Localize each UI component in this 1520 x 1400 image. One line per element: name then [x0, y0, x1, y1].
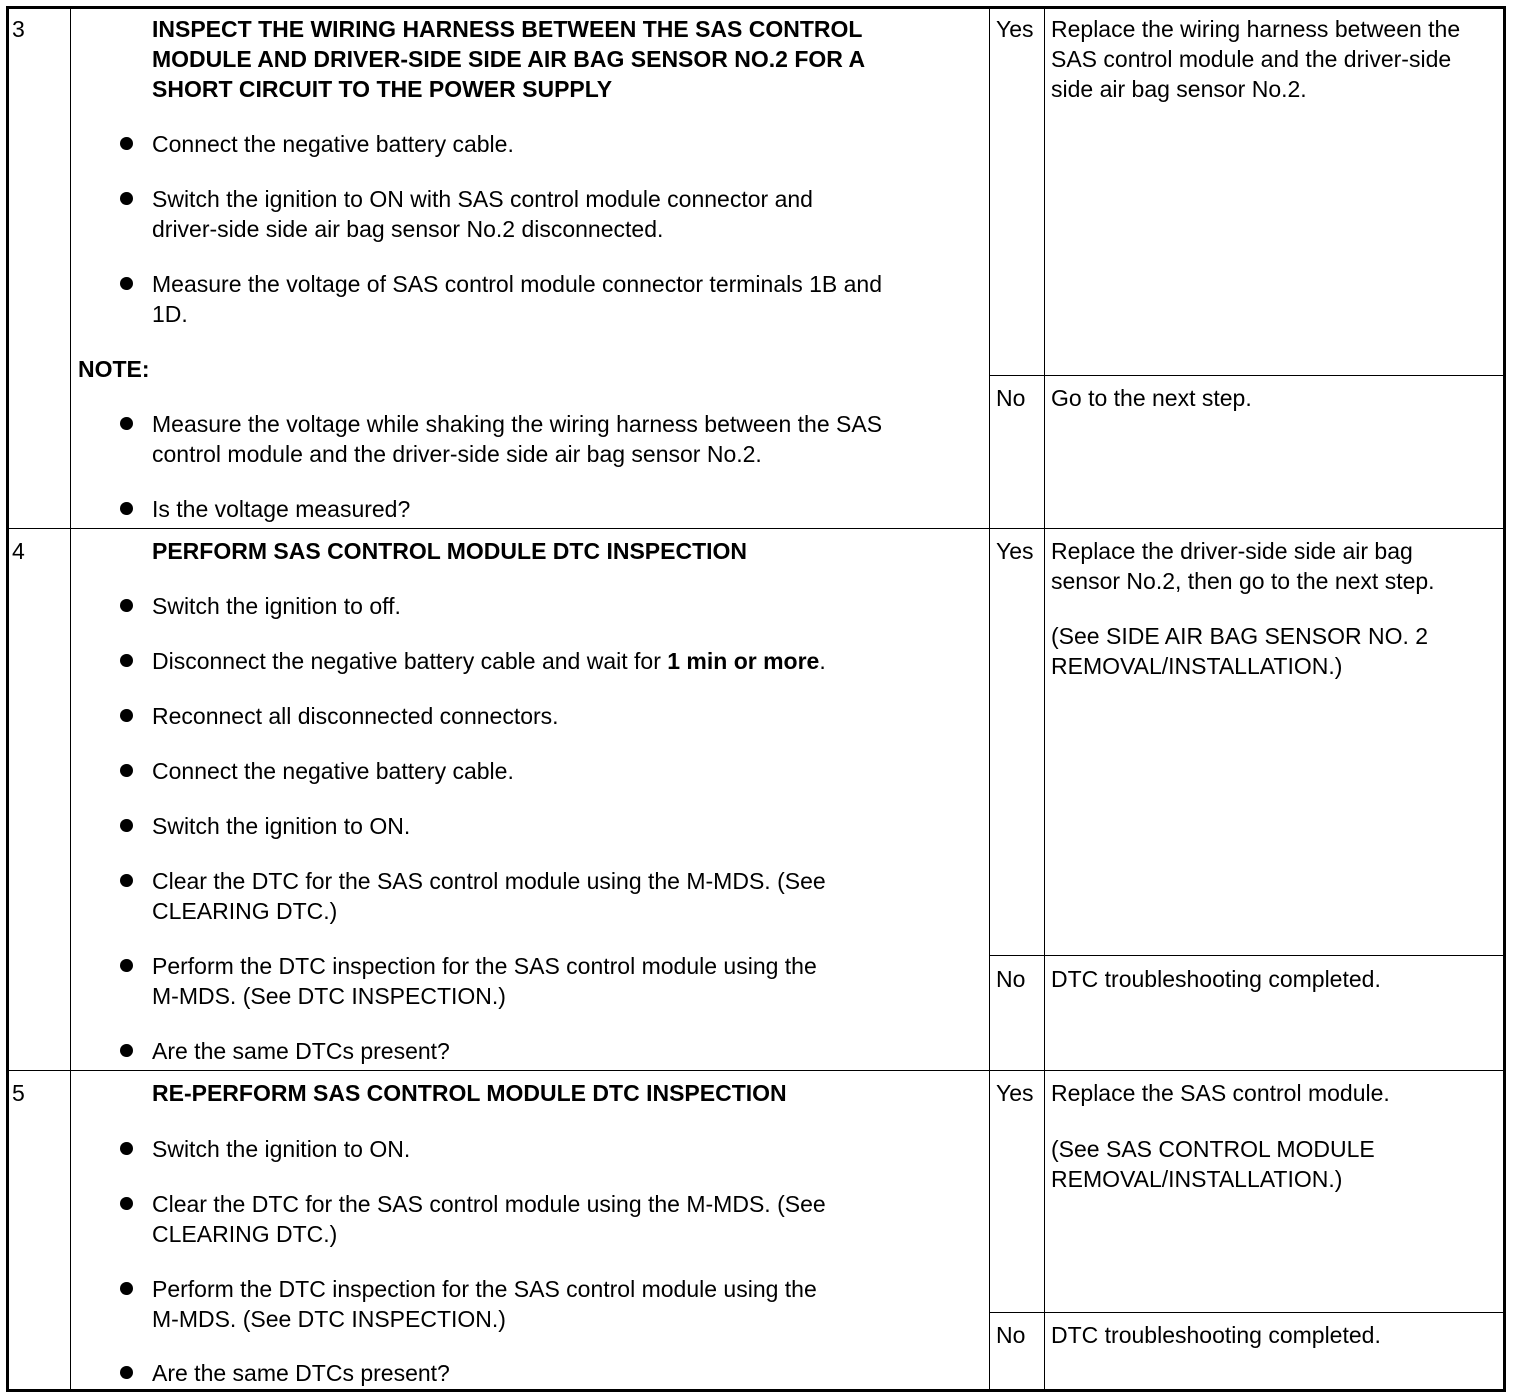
bullet-icon — [120, 874, 133, 887]
procedure-item: Clear the DTC for the SAS control module using the M-MDS. (See — [152, 1191, 826, 1217]
wait-time: 1 min or more — [667, 648, 820, 674]
procedure-item: Are the same DTCs present? — [152, 1038, 450, 1064]
procedure-text-end: . — [819, 648, 826, 674]
procedure-item: Connect the negative battery cable. — [152, 758, 514, 784]
bullet-icon — [120, 1044, 133, 1057]
procedure-item — [152, 646, 826, 676]
procedure-item: Switch the ignition to off. — [152, 593, 401, 619]
yes-action: sensor No.2, then go to the next step. — [1051, 568, 1435, 594]
step-number: 4 — [12, 538, 25, 564]
step-title: PERFORM SAS CONTROL MODULE DTC INSPECTION — [152, 538, 748, 564]
column-divider-procedure — [989, 6, 990, 1392]
reference-link: REMOVAL/INSTALLATION.) — [1051, 1166, 1343, 1192]
yes-action: Replace the wiring harness between the — [1051, 16, 1461, 42]
column-divider-step — [70, 6, 71, 1392]
no-label: No — [996, 1322, 1026, 1348]
bullet-icon — [120, 709, 133, 722]
procedure-item: Clear the DTC for the SAS control module using the M-MDS. (See — [152, 868, 826, 894]
step-title: INSPECT THE WIRING HARNESS BETWEEN THE SAS CONTROL — [152, 16, 863, 42]
bullet-icon — [120, 192, 133, 205]
yes-action: Replace the SAS control module. — [1051, 1080, 1390, 1106]
bullet-icon — [120, 1366, 133, 1379]
bullet-icon — [120, 1197, 133, 1210]
procedure-item: driver-side side air bag sensor No.2 disconnected. — [152, 216, 664, 242]
bullet-icon — [120, 764, 133, 777]
procedure-item: M-MDS. (See DTC INSPECTION.) — [152, 983, 506, 1009]
row-divider-3-4 — [6, 528, 1506, 529]
yes-label: Yes — [996, 538, 1034, 564]
procedure-item: Connect the negative battery cable. — [152, 131, 514, 157]
reference-link: (See SIDE AIR BAG SENSOR NO. 2 — [1051, 623, 1429, 649]
row-divider-4-5 — [6, 1070, 1506, 1071]
no-action: Go to the next step. — [1051, 385, 1252, 411]
step-title: RE-PERFORM SAS CONTROL MODULE DTC INSPECTION — [152, 1080, 787, 1106]
procedure-item: Switch the ignition to ON. — [152, 813, 411, 839]
bullet-icon — [120, 1282, 133, 1295]
step-number: 3 — [12, 16, 25, 42]
bullet-icon — [120, 819, 133, 832]
procedure-item: M-MDS. (See DTC INSPECTION.) — [152, 1306, 506, 1332]
bullet-icon — [120, 137, 133, 150]
column-divider-answer — [1044, 6, 1045, 1392]
yes-action: SAS control module and the driver-side — [1051, 46, 1452, 72]
yes-action: side air bag sensor No.2. — [1051, 76, 1307, 102]
reference-link: (See SAS CONTROL MODULE — [1051, 1136, 1375, 1162]
reference-link: REMOVAL/INSTALLATION.) — [1051, 653, 1343, 679]
bullet-icon — [120, 417, 133, 430]
answer-divider-4 — [989, 955, 1506, 956]
no-action: DTC troubleshooting completed. — [1051, 966, 1381, 992]
procedure-item: Measure the voltage while shaking the wiring harness between the SAS — [152, 411, 883, 437]
yes-action: Replace the driver-side side air bag — [1051, 538, 1413, 564]
step-number: 5 — [12, 1080, 25, 1106]
procedure-item: control module and the driver-side side air bag sensor No.2. — [152, 441, 762, 467]
bullet-icon — [120, 654, 133, 667]
step-title: MODULE AND DRIVER-SIDE SIDE AIR BAG SENSOR NO.2 FOR A — [152, 46, 866, 72]
answer-divider-5 — [989, 1312, 1506, 1313]
procedure-item: Are the same DTCs present? — [152, 1360, 450, 1386]
no-label: No — [996, 966, 1026, 992]
procedure-item: Perform the DTC inspection for the SAS control module using the — [152, 1276, 817, 1302]
procedure-item: 1D. — [152, 301, 188, 327]
procedure-item: Measure the voltage of SAS control module connector terminals 1B and — [152, 271, 883, 297]
procedure-item: Switch the ignition to ON. — [152, 1136, 411, 1162]
procedure-item: CLEARING DTC.) — [152, 898, 338, 924]
answer-divider-3 — [989, 375, 1506, 376]
bullet-icon — [120, 277, 133, 290]
bullet-icon — [120, 599, 133, 612]
yes-label: Yes — [996, 16, 1034, 42]
bullet-icon — [120, 1142, 133, 1155]
no-label: No — [996, 385, 1026, 411]
step-title: SHORT CIRCUIT TO THE POWER SUPPLY — [152, 76, 613, 102]
bullet-icon — [120, 502, 133, 515]
procedure-item: CLEARING DTC.) — [152, 1221, 338, 1247]
procedure-item: Perform the DTC inspection for the SAS control module using the — [152, 953, 817, 979]
no-action: DTC troubleshooting completed. — [1051, 1322, 1381, 1348]
procedure-item: Switch the ignition to ON with SAS control module connector and — [152, 186, 813, 212]
procedure-item: Reconnect all disconnected connectors. — [152, 703, 559, 729]
note-label: NOTE: — [78, 356, 150, 382]
procedure-text: Disconnect the negative battery cable and wait for — [152, 648, 668, 674]
bullet-icon — [120, 959, 133, 972]
procedure-item: Is the voltage measured? — [152, 496, 411, 522]
yes-label: Yes — [996, 1080, 1034, 1106]
